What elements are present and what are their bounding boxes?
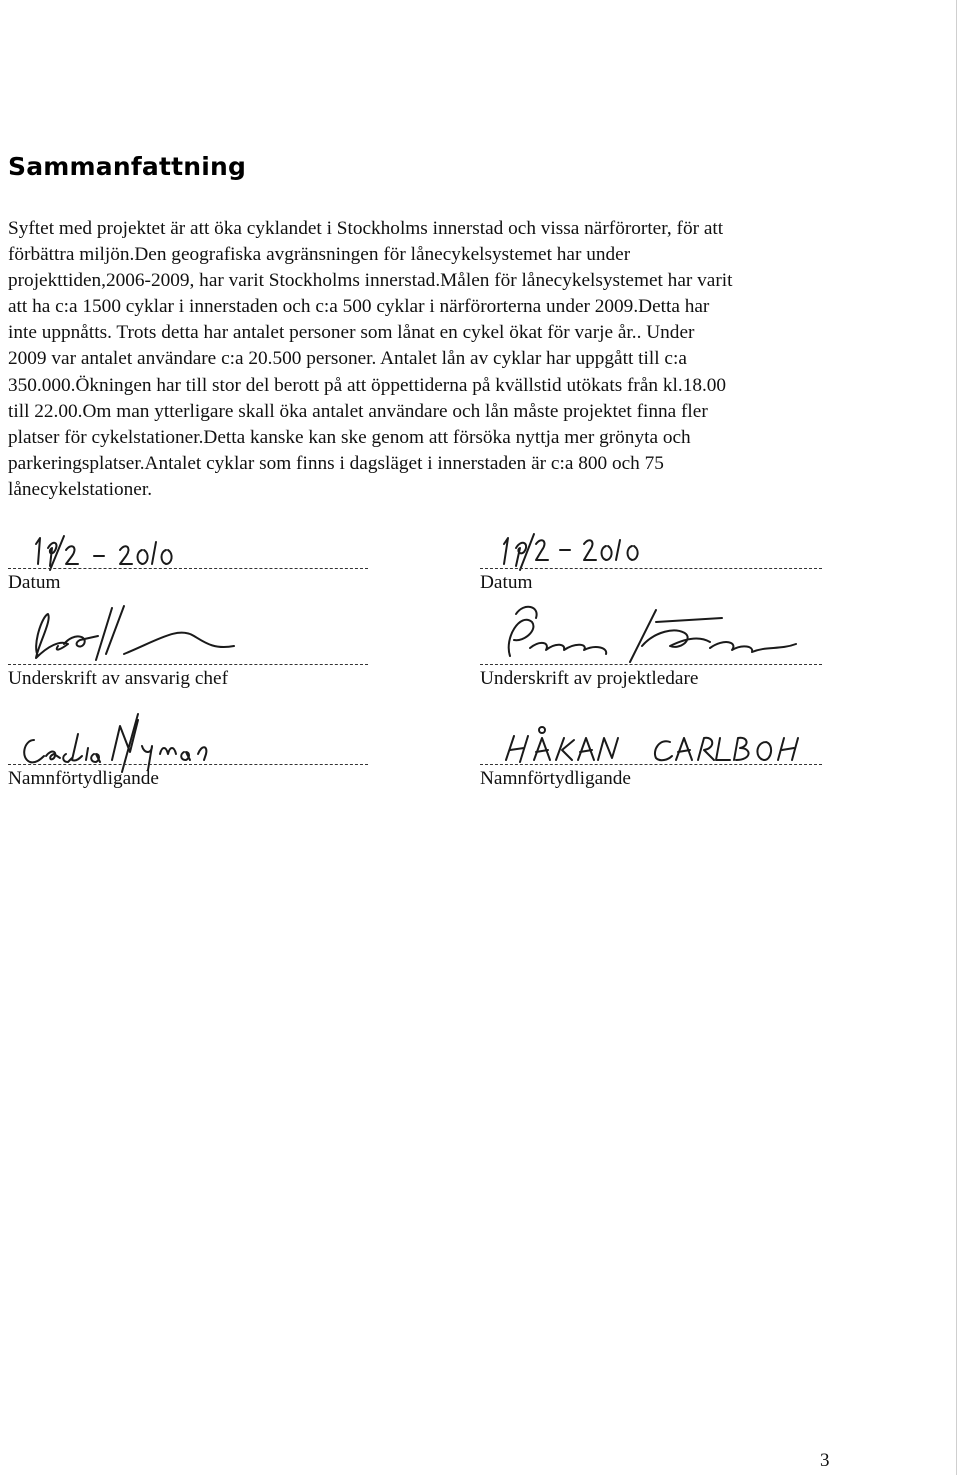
signature-label-right: Underskrift av projektledare bbox=[480, 668, 699, 689]
handwritten-signature-right bbox=[480, 592, 800, 672]
paragraph-line: förbättra miljön.Den geografiska avgränsningen för lånecykelsystemet har under bbox=[8, 244, 631, 266]
signature-line-right bbox=[480, 664, 822, 665]
date-label-left: Datum bbox=[8, 572, 61, 593]
name-line-left bbox=[8, 764, 368, 765]
date-line-right bbox=[480, 568, 822, 569]
date-line-left bbox=[8, 568, 368, 569]
paragraph-line: 2009 var antalet användare c:a 20.500 personer. Antalet lån av cyklar har uppgått till c:a bbox=[8, 348, 687, 370]
handwritten-signature-left bbox=[8, 596, 268, 666]
page-edge-line bbox=[956, 0, 957, 1475]
name-label-right: Namnförtydligande bbox=[480, 768, 631, 789]
right-signature-block bbox=[480, 520, 822, 810]
page-number: 3 bbox=[820, 1450, 830, 1471]
handwritten-date-left bbox=[8, 520, 208, 570]
signature-label-left: Underskrift av ansvarig chef bbox=[8, 668, 229, 689]
handwritten-name-left bbox=[8, 712, 288, 772]
paragraph-line: att ha c:a 1500 cyklar i innerstaden och c:a 500 cyklar i närförorterna under 2009.Detta har bbox=[8, 296, 710, 318]
date-label-right: Datum bbox=[480, 572, 533, 593]
paragraph-line: 350.000.Ökningen har till stor del berott på att öppettiderna på kvällstid utökats från kl.18.00 bbox=[8, 374, 727, 396]
name-line-right bbox=[480, 764, 822, 765]
summary-paragraph bbox=[8, 216, 908, 503]
paragraph-line: inte uppnåtts. Trots detta har antalet personer som lånat en cykel ökat för varje år.. Under bbox=[8, 322, 695, 344]
paragraph-line: till 22.00.Om man ytterligare skall öka antalet användare och lån måste projektet finna fler bbox=[8, 400, 708, 422]
signature-line-left bbox=[8, 664, 368, 665]
section-heading: Sammanfattning bbox=[8, 152, 247, 181]
name-label-left: Namnförtydligande bbox=[8, 768, 159, 789]
paragraph-line: platser för cykelstationer.Detta kanske kan ske genom att försöka nyttja mer grönyta och bbox=[8, 426, 691, 448]
paragraph-line: Syftet med projektet är att öka cyklandet i Stockholms innerstad och vissa närförorter, för att bbox=[8, 218, 724, 239]
left-signature-block bbox=[8, 520, 368, 810]
handwritten-name-right bbox=[480, 712, 810, 772]
paragraph-line: lånecykelstationer. bbox=[8, 478, 153, 500]
handwritten-date-right bbox=[480, 520, 700, 570]
paragraph-line: parkeringsplatser.Antalet cyklar som finns i dagsläget i innerstaden är c:a 800 och 75 bbox=[8, 452, 664, 474]
paragraph-line: projekttiden,2006-2009, har varit Stockholms innerstad.Målen för lånecykelsystemet har varit bbox=[8, 270, 733, 292]
